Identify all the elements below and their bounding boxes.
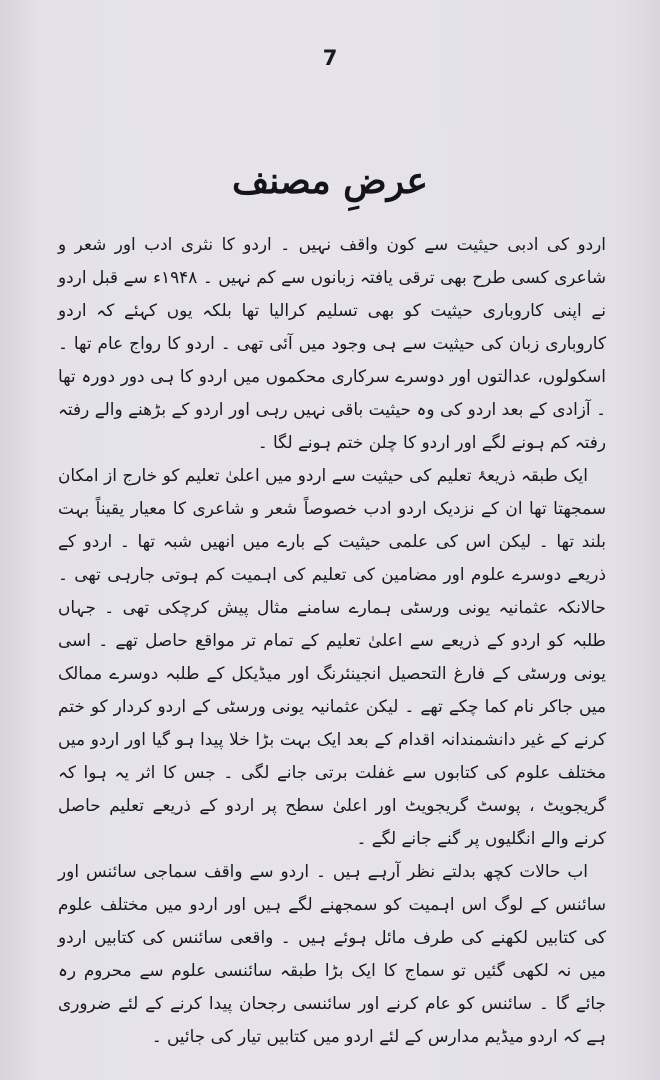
page-number: 7 bbox=[322, 46, 338, 70]
paragraph-3: اب حالات کچھ بدلتے نظر آرہے ہیں ۔ اردو سے واقف سماجی سائنس اور سائنس کے لوگ اس اہمیت کو سمجھنے لگے ہیں اور اردو میں مختلف علوم کی کتابیں لکھنے کی طرف مائل ہوئے ہیں ۔ واقعی سائنس کی کتابیں اردو میں نہ لکھی گئیں تو سماج کا ایک بڑا طبقہ سائنسی علوم سے محروم رہ جائے گا ۔ سائنس کو عام کرنے اور سائنسی رجحان پیدا کرنے کے لئے ضروری ہے کہ اردو میڈیم مدارس کے لئے اردو میں کتابیں تیار کی جائیں ۔ bbox=[58, 861, 606, 1046]
paragraph-2: ایک طبقہ ذریعۂ تعلیم کی حیثیت سے اردو میں اعلیٰ تعلیم کو خارج از امکان سمجھتا تھا ان کے نزدیک اردو ادب خصوصاً شعر و شاعری کا معیار یقیناً بہت بلند تھا ۔ لیکن اس کی علمی حیثیت کے بارے میں انھیں شبہ تھا ۔ اردو کے ذریعے دوسرے علوم اور مضامین کی تعلیم کی اہمیت کم ہوتی جارہی تھی ۔ حالانکہ عثمانیہ یونی ورسٹی ہمارے سامنے مثال پیش کرچکی تھی ۔ جہاں طلبہ کو اردو کے ذریعے سے اعلیٰ تعلیم کے تمام تر مواقع حاصل تھے ۔ اسی یونی ورسٹی کے فارغ التحصیل انجینئرنگ اور میڈیکل کے طلبہ دوسرے ممالک میں جاکر نام کما چکے تھے ۔ لیکن عثمانیہ یونی ورسٹی کے اردو کردار کو ختم کرنے کے غیر دانشمندانہ اقدام کے بعد ایک بہت بڑا خلا پیدا ہو گیا اور اردو میں مختلف علوم کی کتابوں سے غفلت برتی جانے لگی ۔ جس کا اثر یہ ہوا کہ گریجویٹ ، پوسٹ گریجویٹ اور اعلیٰ سطح پر اردو کے ذریعے تعلیم حاصل کرنے والے انگلیوں پر گنے جانے لگے ۔ bbox=[58, 465, 606, 848]
chapter-title: عرضِ مصنف bbox=[231, 160, 429, 202]
paragraph-1: اردو کی ادبی حیثیت سے کون واقف نہیں ۔ اردو کا نثری ادب اور شعر و شاعری کسی طرح بھی ترقی یافتہ زبانوں سے کم نہیں ۔ ۱۹۴۸ء سے قبل اردو نے اپنی کاروباری حیثیت کو بھی تسلیم کرالیا تھا بلکہ یوں کہئے کہ اردو کاروباری زبان کی حیثیت سے ہی وجود میں آئی تھی ۔ اردو کا رواج عام تھا ۔ اسکولوں، عدالتوں اور دوسرے سرکاری محکموں میں اردو کا ہی دور دورہ تھا ۔ آزادی کے بعد اردو کی وہ حیثیت باقی نہیں رہی اور اردو کے بڑھنے والے رفتہ رفتہ کم ہونے لگے اور اردو کا چلن ختم ہونے لگا ۔ bbox=[58, 234, 606, 452]
body-text bbox=[58, 228, 606, 1053]
